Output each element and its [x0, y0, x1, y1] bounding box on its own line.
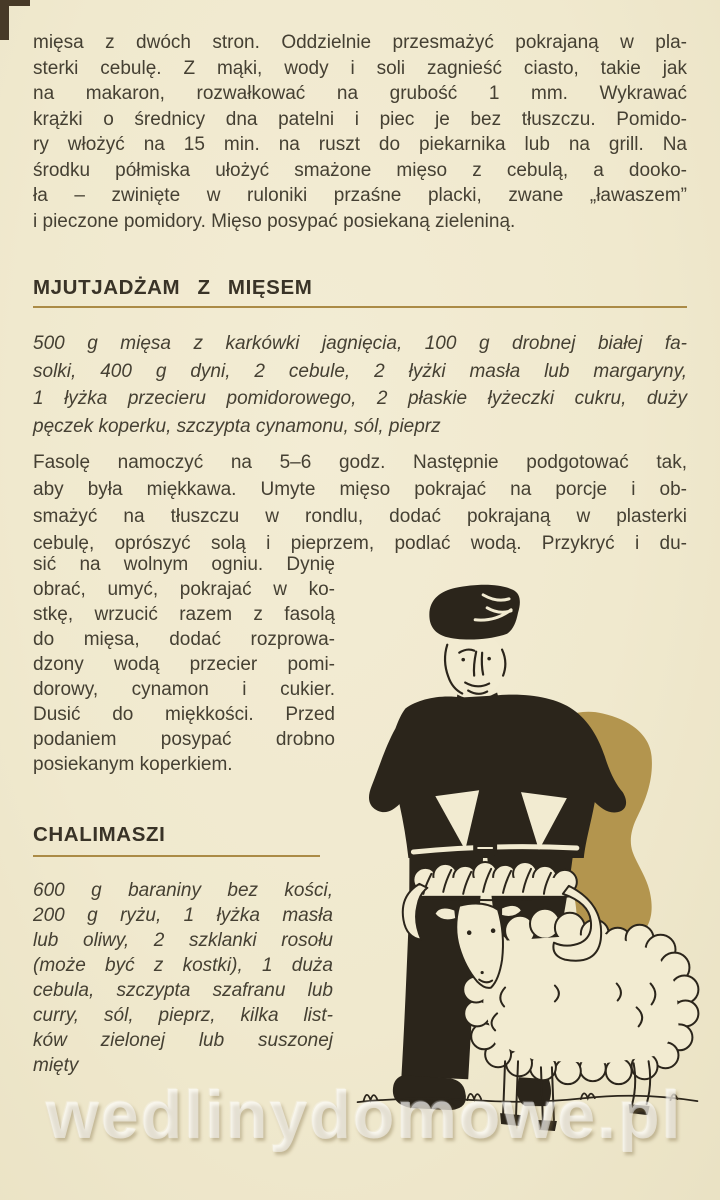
text-line: obrać, umyć, pokrajać w ko- [33, 579, 335, 600]
recipe-title-mjutjadzam: MJUTJADŻAM Z MIĘSEM [33, 276, 313, 299]
text-line: cebula, szczypta szafranu lub [33, 980, 333, 1001]
text-line: cebulę, oprószyć solą i pieprzem, podlać wodą. Przykryć i du- [33, 533, 687, 554]
text-line: ła – zwinięte w ruloniki przaśne placki, zwane „ławaszem” [33, 185, 687, 206]
scan-edge-artifact [0, 0, 30, 40]
watermark: wedlinydomowe.pl [46, 1077, 683, 1153]
text-line: ry włożyć na 15 min. na ruszt do piekarnika lub na grill. Na [33, 134, 687, 155]
text-line: 200 g ryżu, 1 łyżka masła [33, 905, 333, 926]
text-line: sić na wolnym ogniu. Dynię [33, 554, 335, 575]
text-line: 1 łyżka przecieru pomidorowego, 2 płaskie łyżeczki cukru, duży [33, 388, 687, 409]
text-line: mięsa z dwóch stron. Oddzielnie przesmażyć pokrajaną w pla- [33, 32, 687, 53]
text-line: do mięsa, dodać rozprowa- [33, 629, 335, 650]
text-line: Dusić do miękkości. Przed [33, 704, 335, 725]
text-line: lub oliwy, 2 szklanki rosołu [33, 930, 333, 951]
text-line: 500 g mięsa z karkówki jagnięcia, 100 g drobnej białej fa- [33, 333, 687, 354]
text-line: na makaron, rozwałkować na grubość 1 mm. Wykrawać [33, 83, 687, 104]
text-line: curry, sól, pieprz, kilka list- [33, 1005, 333, 1026]
text-line: aby była miękkawa. Umyte mięso pokrajać na porcje i ob- [33, 479, 687, 500]
text-line: pęczek koperku, szczypta cynamonu, sól, pieprz [33, 415, 441, 437]
recipe-title-chalimaszi: CHALIMASZI [33, 823, 166, 846]
text-line: krążki o średnicy dna patelni i piec je bez tłuszczu. Pomido- [33, 108, 687, 130]
text-line: smażyć na tłuszczu w rondlu, dodać pokrajaną w plasterki [33, 506, 687, 527]
recipe1-method-wide [33, 449, 687, 557]
text-line: ków zielonej lub suszonej [33, 1030, 333, 1051]
text-line: solki, 400 g dyni, 2 cebule, 2 łyżki masła lub margaryny, [33, 360, 687, 382]
title-rule [33, 306, 687, 308]
intro-paragraph [33, 30, 687, 234]
text-line: środku półmiska ułożyć smażone mięso z cebulą, a dooko- [33, 159, 687, 181]
text-line: Fasolę namoczyć na 5–6 godz. Następnie podgotować tak, [33, 452, 687, 473]
text-line: dzony wodą przecier pomi- [33, 654, 335, 675]
text-line: podaniem posypać drobno [33, 729, 335, 750]
text-line: sterki cebulę. Z mąki, wody i soli zagnieść ciasto, takie jak [33, 57, 687, 79]
recipe1-method-narrow [33, 552, 335, 777]
text-line: posiekanym koperkiem. [33, 754, 233, 775]
text-line: dorowy, cynamon i cukier. [33, 679, 335, 700]
recipe1-ingredients [33, 330, 687, 440]
text-line: i pieczone pomidory. Mięso posypać posiekaną zieleniną. [33, 210, 516, 232]
text-line: 600 g baraniny bez kości, [33, 880, 333, 901]
text-line: stkę, wrzucić razem z fasolą [33, 604, 335, 625]
title-rule [33, 855, 320, 857]
text-line: (może być z kostki), 1 duża [33, 955, 333, 976]
text-line: mięty [33, 1055, 79, 1076]
shepherd-ram-illustration [355, 557, 700, 1135]
recipe2-ingredients [33, 878, 333, 1078]
